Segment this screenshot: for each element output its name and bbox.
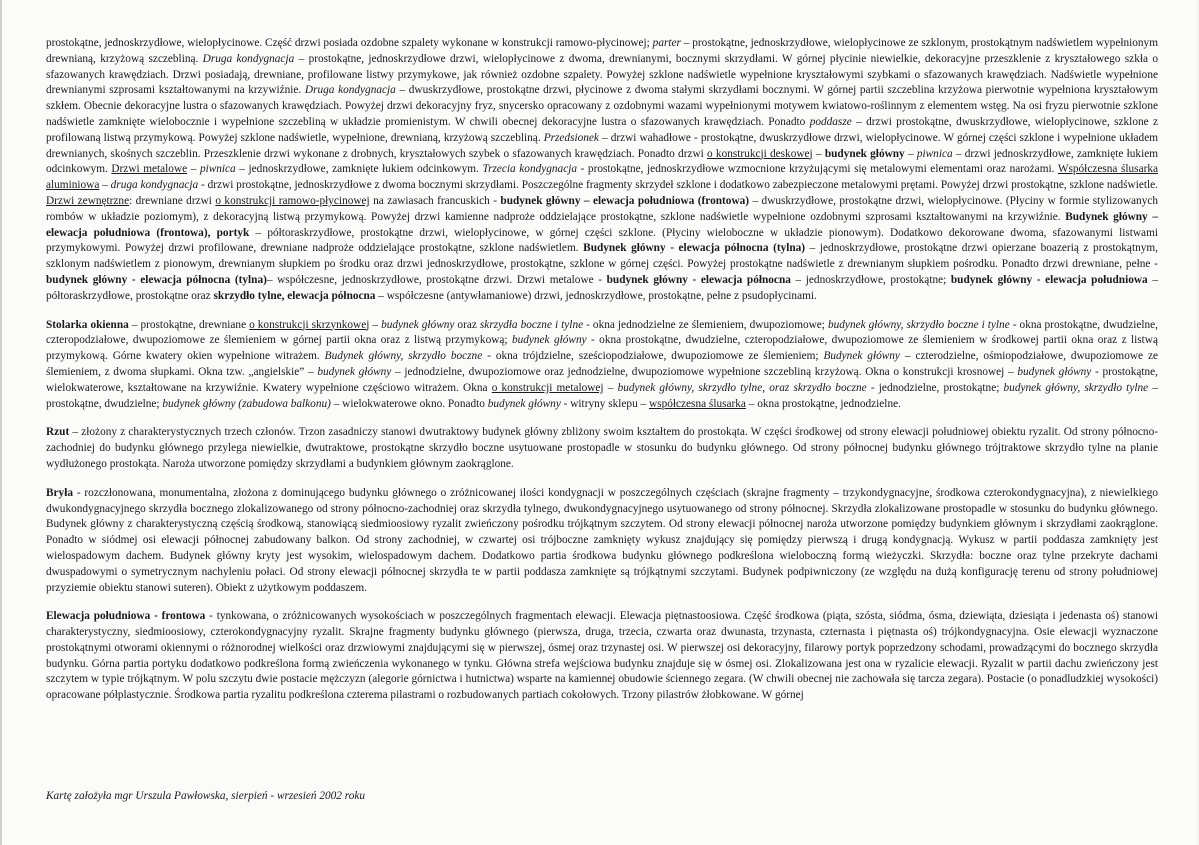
body-text: - witryny sklepu – [560,397,650,410]
body-text: – [369,318,382,331]
body-text: – półtoraskrzydłowe, prostokątne drzwi, wielopłycinowe, w górnej części szklone. (Płyciny wieloboczne w układzie pionowym). Dodatkowo dekorowane dwoma, sfazowanymi listwami przymykowymi. Powyżej drzwi profilowane, drewniane nadproże oddzielające prostokątne, szklone nadświetlem. [46,226,1158,255]
underlined-term: o konstrukcji metalowej [491,381,604,394]
italic-term: Druga kondygnacja [304,84,396,97]
body-text: – [812,147,825,160]
body-text: - drzwi prostokątne, jednoskrzydłowe z dwoma bocznymi skrzydłami. Poszczególne fragmenty skrzydeł szklone i dodatkowo zabezpieczone metalowymi prętami. Powyżej drzwi prostokątne, szklone nadświetle. [198,179,1158,192]
bold-heading-text: budynek główny – elewacja południowa (frontowa) [500,194,750,207]
page-edge [1195,0,1199,845]
body-text: - jednodzielne, prostokątne; [866,381,1004,394]
body-text: oraz [454,318,480,331]
italic-term: piwnica [199,163,236,176]
italic-term: parter [652,37,681,49]
body-text: – [603,381,618,394]
body-text: – [99,179,111,192]
body-text: – drzwi wahadłowe - prostokątne, dwuskrzydłowe drzwi, wielopłycinowe. W górnej części szklone i wypełnione układem drewnianych, skośnych szczeblin. Przeszklenie drzwi wykonane z drobnych, kryształowych szybek o sfazowanych krawędziach. Ponadto drzwi [46,131,1158,160]
paragraph-rzut [46,425,1158,472]
body-text: – prostokątne, jednoskrzydłowe drzwi, wielopłycinowe z dwoma, drewnianymi, bocznymi skrzydłami. W górnej płycinie niewielkie, dekoracyjne przeszklenie z kryształowego szkła o sfazowanych krawędziach. Drzwi posiadają, drewniane, profilowane listwy przymykowe, jak również ozdobne szpalety. Powyżej szklone nadświetle wypełnione kryształowymi szybkami o sfazowanych krawędziach. Nadświetle wypełnione drewnianymi szprosami kształtowanymi na krzywiźnie. [46,52,1158,97]
document-body [46,36,1158,717]
italic-term: budynek główny, skrzydło tylne [1003,381,1149,394]
italic-term: budynek główny [317,365,392,378]
body-text: – współczesne (antywłamaniowe) drzwi, jednoskrzydłowe, prostokątne, pełne z psudopłycinami. [375,289,817,302]
body-text: – drzwi prostokątne, dwuskrzydłowe, wielopłycinowe, szklone z profilowaną listwą przymykową. Powyżej szklone nadświetle, wypełnione, drewnianą, krzyżową szczebliną. [46,115,1158,144]
bold-heading-text: budynek główny - elewacja południowa [950,273,1148,286]
bold-heading-text: budynek główny [824,147,905,160]
body-text: – jednoskrzydłowe, zamknięte łukiem odcinkowym. [235,163,483,176]
body-text: - prostokątne, jednoskrzydłowe wzmocnione krzyżującymi się metalowymi elementami oraz narożami. [577,163,1058,176]
body-text: – [187,163,200,176]
body-text: – jednoskrzydłowe, prostokątne; [790,273,951,286]
underlined-term: Współczesna ślusarka aluminiowa [46,163,1159,192]
body-text: – półtoraskrzydłowe, prostokątne oraz [46,273,1158,302]
body-text: – czterodzielne, ośmiopodziałowe, dwupoziomowe ze ślemieniem, z dwoma słupkami. Okna tzw. „angielskie” – [46,350,1158,378]
body-text: – prostokątne, jednoskrzydłowe, wielopłycinowe ze szklonym, prostokątnym nadświetlem wypełnionym drewnianą, krzyżową szczebliną. [46,37,1158,65]
bold-heading-text: skrzydło tylne, elewacja północna [213,289,376,302]
body-text: – złożony z charakterystycznych trzech członów. Trzon zasadniczy stanowi dwutraktowy budynek główny zbliżony swoim kształtem do prostokąta. W części środkowej od strony elewacji południowej obiektu ryzalit. Od strony północno-zachodniej do budynku głównego przylega niewielkie, dwutraktowe, prostokątne skrzydło boczne usytuowane prostopadle w stosunku do budynku głównego. Od strony północnej budynku głównego trójtraktowe skrzydło tylne na planie wydłużonego prostokąta. Naroża utworzone pomiędzy skrzydłami a budynkiem głównym zaokrąglone. [46,426,1158,470]
italic-term: Budynek główny [823,350,900,363]
italic-term: Przedsionek [543,131,599,144]
underlined-term: współczesna ślusarka [649,397,746,410]
bold-heading-text: Budynek główny - elewacja północna (tylna) [583,242,806,255]
underlined-term: o konstrukcji deskowej [707,147,813,160]
italic-term: poddasze [809,115,852,128]
body-text: na zawiasach francuskich - [369,194,501,207]
paragraph-bryla [46,486,1158,597]
bold-heading-text: Bryła [46,486,73,499]
body-text: – okna prostokątne, jednodzielne. [745,397,901,410]
body-text: - okna jednodzielne ze ślemieniem, dwupoziomowe; [583,318,828,331]
body-text: – prostokątne, dwudzielne; [46,381,1158,410]
bold-heading-text: budynek główny - elewacja północna [606,273,791,286]
body-text: - okna prostokątne, dwudzielne, czteropodziałowe, dwupoziomowe ze ślemieniem w górnej partii okna oraz z listwą przymykową; [46,318,1158,347]
italic-term: druga kondygnacja [110,179,199,192]
body-text: – współczesne, jednoskrzydłowe, prostokątne drzwi. Drzwi metalowe - [266,273,607,286]
body-text: prostokątne, jednoskrzydłowe, wielopłycinowe. Część drzwi posiada ozdobne szpalety wykonane w konstrukcji ramowo-płycinowej; [46,37,653,49]
body-text: – [904,147,917,160]
body-text: – prostokątne, drewniane [128,318,250,331]
underlined-term: o konstrukcji skrzynkowej [249,318,370,331]
paragraph-elewacja-poludniowa [46,609,1158,704]
bold-heading-text: Rzut [46,426,70,439]
underlined-term: Drzwi zewnętrzne [46,194,130,207]
italic-term: budynek główny (zabudowa balkonu) [162,397,331,410]
body-text: - okna trójdzielne, sześciopodziałowe, dwupoziomowe ze ślemieniem; [482,350,824,363]
body-text: – jednoskrzydłowe, prostokątne drzwi opierzane boazerią z prostokątnym, szklonym nadświetlem z pionowym, drewnianym słupkiem po środku oraz drzwi jednoskrzydłowe, prostokątne, szklone w górnej części. Powyżej prostokątne nadświetle z drewnianym słupkiem pośrodku. Ponadto drzwi drewniane, pełne - [46,242,1158,271]
bold-heading-text: Stolarka okienna [46,318,129,331]
italic-term: budynek główny [1017,365,1092,378]
italic-term: budynek główny [511,334,587,347]
body-text: – dwuskrzydłowe, prostokątne drzwi, wielopłycinowe. (Płyciny w formie stylizowanych rombów w układzie poziomym), z dekoracyjną listwą przymykową. Powyżej drzwi kamienne nadproże oddzielające prostokątne, szklone nadświetle wypełnione ozdobnymi szprosami kształtowanymi na krzywiźnie. [46,194,1159,223]
paragraph-doors-interior [46,36,1158,305]
underlined-term: Drzwi metalowe [111,163,188,176]
body-text: - tynkowana, o zróżnicowanych wysokościach w poszczególnych fragmentach elewacji. Elewacja piętnastoosiowa. Część środkowa (piąta, szósta, siódma, ósma, dziewiąta, dziesiąta i jedenasta oś) stanowi charakterystyczny, siedmioosiowy, czterokondygnacyjny ryzalit. Skrajne fragmenty budynku głównego (pierwsza, druga, trzecia, czwarta oraz dwunasta, trzynasta, czternasta i piętnasta oś) trójkondygnacyjna. Osie elewacji wyznaczone prostokątnymi otworami okiennymi o różnorodnej wielkości oraz drzwiowymi znajdującymi się w pierwszej, ósmej oraz trzynastej osi. W pierwszej osi dekoracyjny, filarowy portyk poprzedzony schodami, prowadzącymi do bocznego skrzydła budynku. Górna partia portyku dodatkowo podkreślona formą zwieńczenia wykonanego w tynku. Główna strefa wejściowa budynku znajduje się w ósmej osi. Zlokalizowana jest ona w ryzalicie elewacji. Ryzalit w partii dachu zwieńczony jest szczytem w typie trójkątnym. W polu szczytu dwie postacie mężczyzn (alegorie górnictwa i hutnictwa) wsparte na kamiennej obudowie ściennego zegara. (W chwili obecnej nie zachowała się tarcza zegara). Postacie (o ponadludzkiej wysokości) opracowane półplastycznie. Środkowa partia ryzalitu podkreślona czterema pilastrami o rozbudowanych partiach cokołowych. Trzony pilastrów żłobkowane. W górnej [46,610,1158,702]
italic-term: piwnica [916,147,953,160]
body-text: – jednodzielne, dwupoziomowe oraz jednodzielne, dwupoziomowe wypełnione szczebliną krzyżową. Okna o konstrukcji krosnowej – [391,365,1018,378]
bold-heading-text: budynek główny - elewacja północna (tylna) [46,273,267,286]
italic-term: Druga kondygnacja [202,52,295,65]
underlined-term: o konstrukcji ramowo-płycinowej [215,194,370,207]
body-text: – wielokwaterowe okno. Ponadto [330,397,488,410]
body-text: – drzwi jednoskrzydłowe, zamknięte łukiem odcinkowym. [46,147,1159,176]
italic-term: Budynek główny, skrzydło boczne [324,350,483,363]
bold-heading-text: Budynek główny – elewacja południowa (frontowa), portyk [46,210,1158,239]
italic-term: budynek główny [487,397,561,410]
italic-term: budynek główny [381,318,455,331]
body-text: – dwuskrzydłowe, prostokątne drzwi, płycinowe z dwoma stałymi skrzydłami bocznymi. W górnej partii szczeblina krzyżowa pierwotnie wypełniona kryształowym szkłem. Obecnie dekoracyjne lustra o sfazowanych krawędziach. Powyżej drzwi dekoracyjny fryz, snycersko opracowany z ozdobnymi wazami wypełnionymi motywem kwiatowo-roślinnym z elementem wstęg. Na osi fryzu pierwotnie szklone nadświetle zamknięte wielobocznie i wypełnione szczebliną w układzie promienistym. W chwili obecnej dekoracyjne lustra o sfazowanych krawędziach. Ponadto [46,84,1159,128]
paragraph-stolarka-okienna [46,318,1158,413]
bold-heading-text: Elewacja południowa - frontowa [46,610,206,623]
body-text: - rozczłonowana, monumentalna, złożona z dominującego budynku głównego o zróżnicowanej ilości kondygnacji w poszczególnych częściach (skrajne fragmenty – trzykondygnacyjne, środkowa czterokondygnacyjna), z niewielkiego dwukondygnacyjnego skrzydła bocznego zlokalizowanego od strony północno-zachodniej oraz skrzydła tylnego, dwukondygnacyjnego usytuowanego od strony północnej. Skrzydła zlokalizowane prostopadle w stosunku do budynku głównego. Budynek główny z charakterystyczną częścią środkową, stanowiącą siedmioosiowy ryzalit zwieńczony pośrodku trójkątnym szczytem. Od strony elewacji północnej naroża utworzone pomiędzy budynkiem głównym i skrzydłami zaokrąglone. Ponadto w siódmej osi elewacji północnej zabudowany balkon. Od strony zachodniej, w czwartej osi trójboczne zamknięty wykusz znajdujący się pomiędzy pierwszą i drugą kondygnacją. Wykusz w partii poddasza zamknięty jest wielospadowym dachem. Budynek główny kryty jest wysokim, wielospadowym dachem. Dodatkowo partia środkowa budynku głównego podkreślona wieloboczną formą wieżyczki. Skrzydła: boczne oraz tylne przekryte dachami dwuspadowymi o symetrycznym nachyleniu połaci. Od strony elewacji północnej skrzydła te w partii poddasza zamknięte są trójkątnymi szczytami. Budynek podpiwniczony (ze względu na dużą konfigurację terenu od strony południowej przyziemie obiektu stanowi suteren). Obiekt z użytkowym poddaszem. [46,486,1158,594]
body-text: - okna prostokątne, dwudzielne, czteropodziałowe, dwupoziomowe ze ślemieniem w środkowej partii okna oraz z listwą przymykową. Górne kwatery okien wypełnione witrażem. [46,334,1158,363]
document-footer: Kartę założyła mgr Urszula Pawłowska, sierpień - wrzesień 2002 roku [46,790,366,802]
italic-term: budynek główny, skrzydło boczne i tylne [827,318,1010,331]
italic-term: budynek główny, skrzydło tylne, oraz skrzydło boczne [617,381,867,394]
italic-term: skrzydła boczne i tylne [479,318,584,331]
body-text: : drewniane drzwi [129,194,216,207]
body-text: - prostokątne, wielokwaterowe, kształtowane na krzywiźnie. Kwatery wypełnione częściowo witrażem. Okna [46,365,1158,394]
italic-term: Trzecia kondygnacja [482,163,578,176]
